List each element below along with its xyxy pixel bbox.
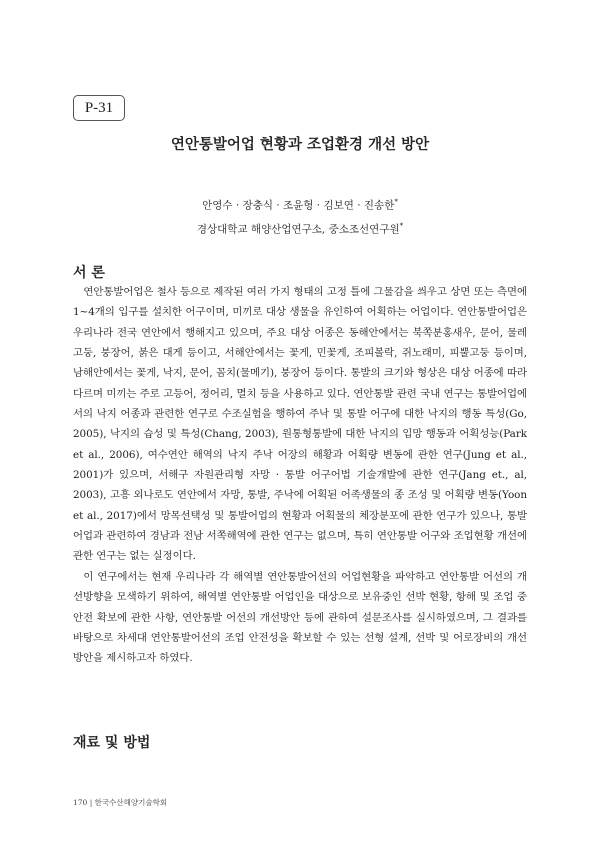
- author-affiliation-mark: *: [394, 198, 398, 206]
- affiliation-mark: *: [399, 221, 404, 230]
- page-footer: 170 | 한국수산해양기술학회: [73, 798, 168, 807]
- introduction-body: [73, 282, 527, 669]
- affiliations-line: [0, 216, 600, 240]
- author-block: [0, 192, 600, 239]
- authors-line: [0, 192, 600, 216]
- author-names: 안영수 · 장충식 · 조윤형 · 김보연 · 진송한: [202, 199, 395, 212]
- poster-number-tag: P-31: [73, 95, 125, 121]
- section-heading-methods: 재료 및 방법: [73, 735, 151, 751]
- paragraph: 연안통발어업은 철사 등으로 제작된 여러 가지 형태의 고정 틀에 그물감을 씌우고 상면 또는 측면에 1~4개의 입구를 설치한 어구이며, 미끼로 대상 생물을 유인하여 어획하는 어업이다. 연안통발어업은 우리나라 전국 연안에서 행해지고 있으며, 주요 대상 어종은 동해안에서는 북쪽분홍새우, 문어, 물레고둥, 붕장어, 붉은 대게 등이고, 서해안에서는 꽃게, 민꽃게, 조피볼락, 쥐노래미, 피뿔고둥 등이며, 남해안에서는 꽃게, 낙지, 문어, 꼼치(물메기), 붕장어 등이다. 통발의 크기와 형상은 대상 어종에 따라 다르며 미끼는 주로 고등어, 정어리, 멸치 등을 사용하고 있다. 연안통발 관련 국내 연구는 통발어업에서의 낙지 어종과 관련한 연구로 수조실험을 행하여 주낙 및 통발 어구에 대한 낙지의 행동 특성(Go, 2005), 낙지의 습성 및 특성(Chang, 2003), 원통형통발에 대한 낙지의 입망 행동과 어획성능(Park et al., 2006), 여수연안 해역의 낙지 주낙 어장의 해황과 어획량 변동에 관한 연구(Jung et al., 2001)가 있으며, 서해구 자원관리형 자망 · 통발 어구어법 기술개발에 관한 연구(Jang et., al, 2003), 고흥 외나로도 연안에서 자망, 통발, 주낙에 어획된 어족생물의 종 조성 및 어획량 변동(Yoon et al., 2017)에서 망목선택성 및 통발어업의 현황과 어획물의 체장분포에 관한 연구가 있으나, 통발어업과 관련하여 경남과 전남 서쪽해역에 관한 연구는 없으며, 특히 연안통발 어구와 조업현황 개선에 관한 연구는 없는 실정이다.: [73, 286, 527, 563]
- section-heading-introduction: 서 론: [73, 265, 105, 281]
- affiliation-names: 경상대학교 해양산업연구소, 중소조선연구원: [196, 223, 400, 235]
- paper-title: 연안통발어업 현황과 조업환경 개선 방안: [170, 136, 430, 153]
- paragraph: 이 연구에서는 현재 우리나라 각 해역별 연안통발어선의 어업현황을 파악하고 연안통발 어선의 개선방향을 모색하기 위하여, 해역별 연안통발 어업인을 대상으로 보유중인 선박 현황, 항해 및 조업 중 안전 확보에 관한 사항, 연안통발 어선의 개선방안 등에 관하여 설문조사를 실시하였으며, 그 결과를 바탕으로 차세대 연안통발어선의 조업 안전성을 확보할 수 있는 선형 설계, 선박 및 어로장비의 개선 방안을 제시하고자 하였다.: [73, 570, 527, 665]
